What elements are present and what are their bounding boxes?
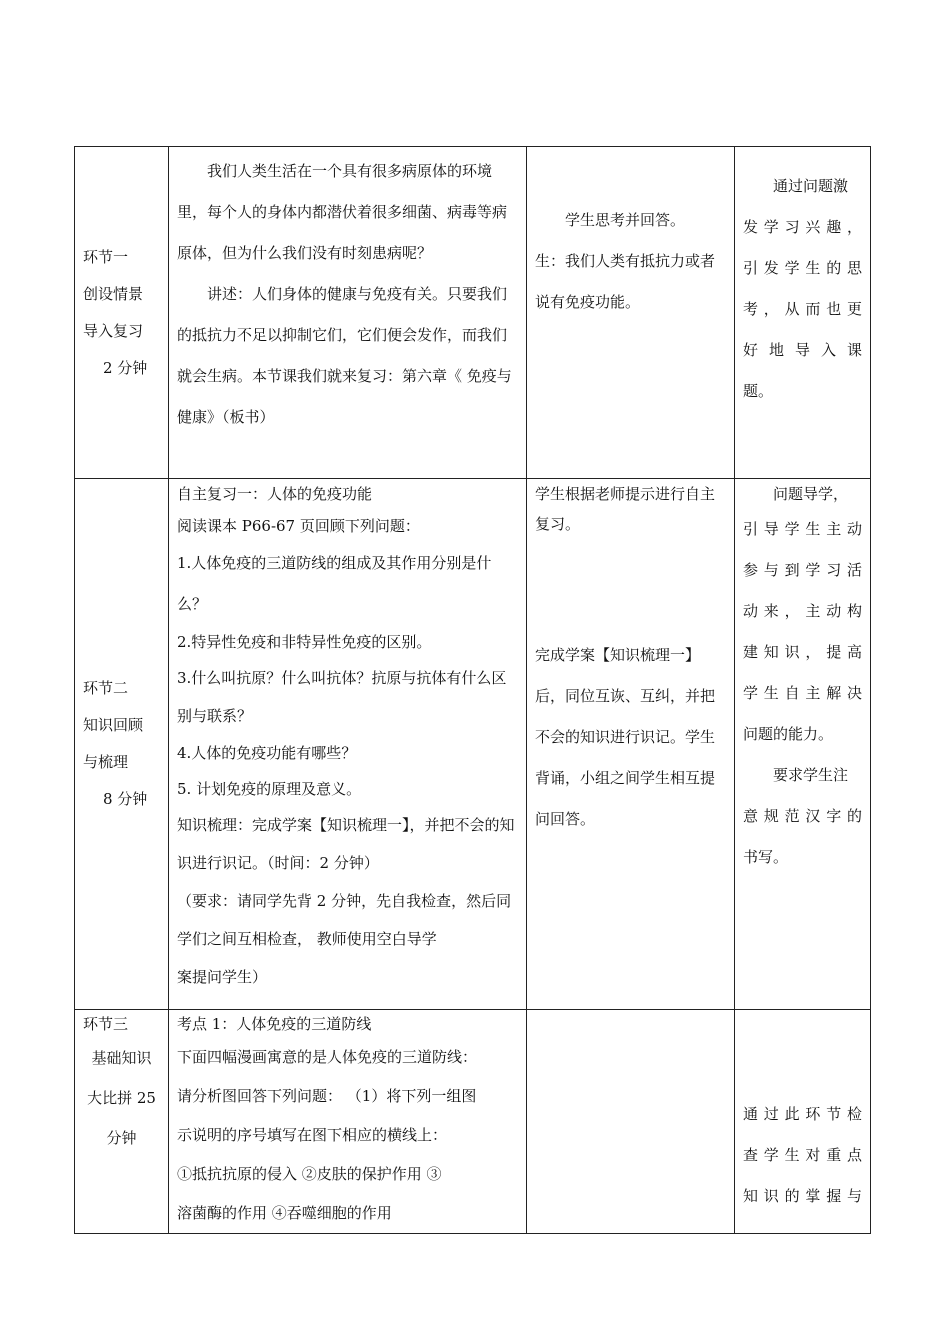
content-line: 1.人体免疫的三道防线的组成及其作用分别是什么？ [177,554,492,613]
content-cell [169,479,527,1010]
stage-line: 基础知识 [91,1049,152,1067]
table-row [75,1010,871,1234]
stage-line: 环节一 [83,247,129,266]
purpose-line: 学生自主解决 [743,684,862,702]
content-line: 5. 计划免疫的原理及意义。 [177,780,362,798]
table-row [75,147,871,479]
purpose-line: 书写。 [743,848,789,866]
purpose-line: 参与到学习活 [743,561,862,579]
content-line: 示说明的序号填写在图下相应的横线上： [177,1126,448,1144]
content-line: 溶菌酶的作用 ④吞噬细胞的作用 [177,1204,392,1222]
content-line: 3.什么叫抗原？什么叫抗体？抗原与抗体有什么区别与联系？ [177,669,507,725]
content-line: ①抵抗抗原的侵入 ②皮肤的保护作用 ③ [177,1165,442,1183]
stage-duration: 8 分钟 [103,790,148,808]
stage-line: 创设情景 [83,284,144,303]
purpose-line: 通过问题激 [773,177,849,195]
content-line: 下面四幅漫画寓意的是人体免疫的三道防线： [177,1048,478,1066]
student-activity-cell [527,479,735,1010]
student-activity-cell [527,1010,735,1234]
stage-line: 大比拼 25 [87,1089,156,1107]
purpose-line: 意规范汉字的 [743,807,862,825]
content-paragraph: 我们人类生活在一个具有很多病原体的环境里，每个人的身体内都潜伏着很多细菌、病毒等病原体，但为什么我们没有时刻患病呢？ [177,162,508,262]
content-line: 自主复习一：人体的免疫功能 [177,485,373,503]
purpose-line: 建知识，提高 [743,643,862,661]
purpose-line: 引发学生的思 [743,259,862,277]
content-line: 请分析图回答下列问题： （1）将下列一组图 [177,1087,477,1105]
stage-line: 环节二 [83,679,129,697]
purpose-line: 引导学生主动 [743,520,862,538]
stage-cell [75,147,169,479]
design-purpose-cell [735,147,871,479]
stage-line: 知识回顾 [83,716,144,734]
content-paragraph: 讲述：人们身体的健康与免疫有关。只要我们的抵抗力不足以抑制它们，它们便会发作，而我们就会生病。本节课我们就来复习：第六章《 免疫与健康》（板书） [177,285,512,426]
content-line: 知识梳理：完成学案【知识梳理一】，并把不会的知识进行识记。（时间：2 分钟） [177,816,515,872]
content-line: 考点 1：人体免疫的三道防线 [177,1015,372,1033]
stage-line: 导入复习 [83,321,144,340]
content-line: （要求：请同学先背 2 分钟，先自我检查，然后同学们之间互相检查， 教师使用空白导学案提问学生） [177,892,512,986]
design-purpose-cell [735,1010,871,1234]
purpose-line: 考，从而也更 [743,300,862,318]
purpose-line: 发学习兴趣， [743,218,862,236]
student-line: 生：我们人类有抵抗力或者说有免疫功能。 [535,252,716,311]
purpose-line: 问题的能力。 [743,725,834,743]
lesson-plan-table [74,146,871,1234]
content-line: 2.特异性免疫和非特异性免疫的区别。 [177,633,432,651]
purpose-line: 问题导学， [773,485,849,503]
stage-cell [75,479,169,1010]
stage-line: 与梳理 [83,753,129,771]
design-purpose-cell [735,479,871,1010]
content-line: 4.人体的免疫功能有哪些？ [177,744,357,762]
purpose-line: 题。 [743,382,774,400]
purpose-line: 好地导入课 [743,341,862,359]
purpose-line: 要求学生注 [773,766,849,784]
purpose-line: 通过此环节检 [743,1105,862,1123]
student-line: 完成学案【知识梳理一】后，同位互诙、互纠，并把不会的知识进行识记。学生背诵，小组之间学生相互提问回答。 [535,646,716,828]
purpose-line: 动来，主动构 [743,602,862,620]
stage-line: 环节三 [83,1015,129,1033]
student-line: 学生根据老师提示进行自主复习。 [535,485,716,533]
stage-duration: 分钟 [106,1129,137,1147]
stage-cell [75,1010,169,1234]
table-row [75,479,871,1010]
student-line: 学生思考并回答。 [565,211,686,229]
purpose-line: 知识的掌握与 [743,1187,862,1205]
student-activity-cell [527,147,735,479]
stage-duration: 2 分钟 [103,358,148,377]
content-cell [169,147,527,479]
purpose-line: 查学生对重点 [743,1146,862,1164]
content-cell [169,1010,527,1234]
content-line: 阅读课本 P66-67 页回顾下列问题： [177,517,420,535]
